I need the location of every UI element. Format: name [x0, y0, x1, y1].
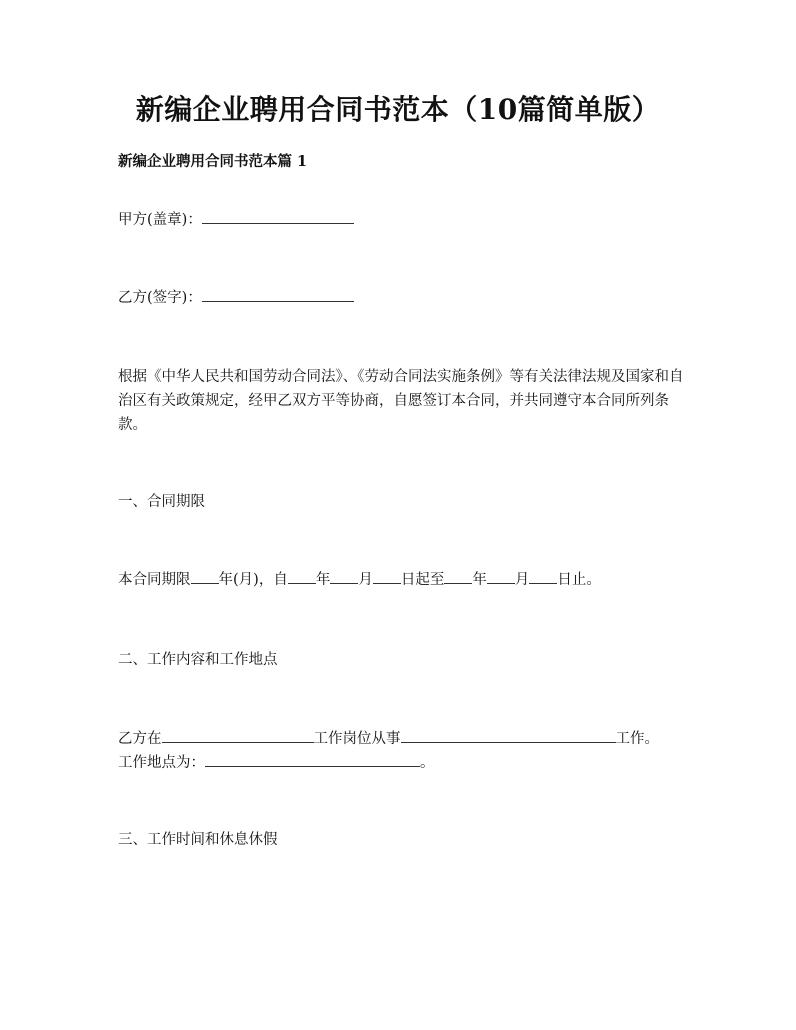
blank-field — [487, 568, 515, 584]
intro-paragraph: 根据《中华人民共和国劳动合同法》、《劳动合同法实施条例》等有关法律法规及国家和自治区有关政策规定，经甲乙双方平等协商，自愿签订本合同，并共同遵守本合同所列条款。 — [118, 369, 684, 433]
blank-field — [330, 568, 358, 584]
party-b-line — [118, 286, 354, 310]
blank-field — [373, 568, 401, 584]
party-b-blank — [202, 286, 354, 302]
work-text: 乙方在 — [118, 731, 162, 747]
blank-field — [288, 568, 316, 584]
term-text: 月 — [514, 572, 530, 588]
party-b-label: 乙方(签字)： — [118, 290, 202, 306]
section-3-heading: 三、工作时间和休息休假 — [118, 832, 278, 848]
party-a-line — [118, 208, 354, 232]
location-text: 工作地点为： — [118, 755, 205, 771]
blank-field — [401, 727, 616, 743]
party-a-label: 甲方(盖章)： — [118, 212, 202, 228]
term-text: 本合同期限 — [118, 572, 191, 588]
work-text: 工作岗位从事 — [313, 731, 401, 747]
term-text: 日起至 — [400, 572, 445, 588]
blank-field — [162, 727, 314, 743]
blank-field — [191, 568, 219, 584]
blank-field — [529, 568, 557, 584]
party-a-blank — [202, 208, 354, 224]
section-subtitle: 新编企业聘用合同书范本篇 1 — [118, 153, 308, 170]
term-text: 年(月)，自 — [218, 572, 288, 588]
blank-field — [205, 751, 420, 767]
work-text: 工作。 — [615, 731, 659, 747]
term-text: 年 — [315, 572, 331, 588]
document-title: 新编企业聘用合同书范本（10篇简单版） — [135, 93, 661, 126]
contract-term-line — [118, 568, 601, 592]
location-text: 。 — [420, 755, 435, 771]
term-text: 日止。 — [557, 572, 601, 588]
term-text: 年 — [472, 572, 487, 588]
section-1-heading: 一、合同期限 — [118, 494, 205, 510]
section-2-heading: 二、工作内容和工作地点 — [118, 652, 278, 668]
term-text: 月 — [358, 572, 373, 588]
blank-field — [444, 568, 472, 584]
work-location-line — [118, 751, 435, 775]
work-content-line — [118, 727, 659, 751]
